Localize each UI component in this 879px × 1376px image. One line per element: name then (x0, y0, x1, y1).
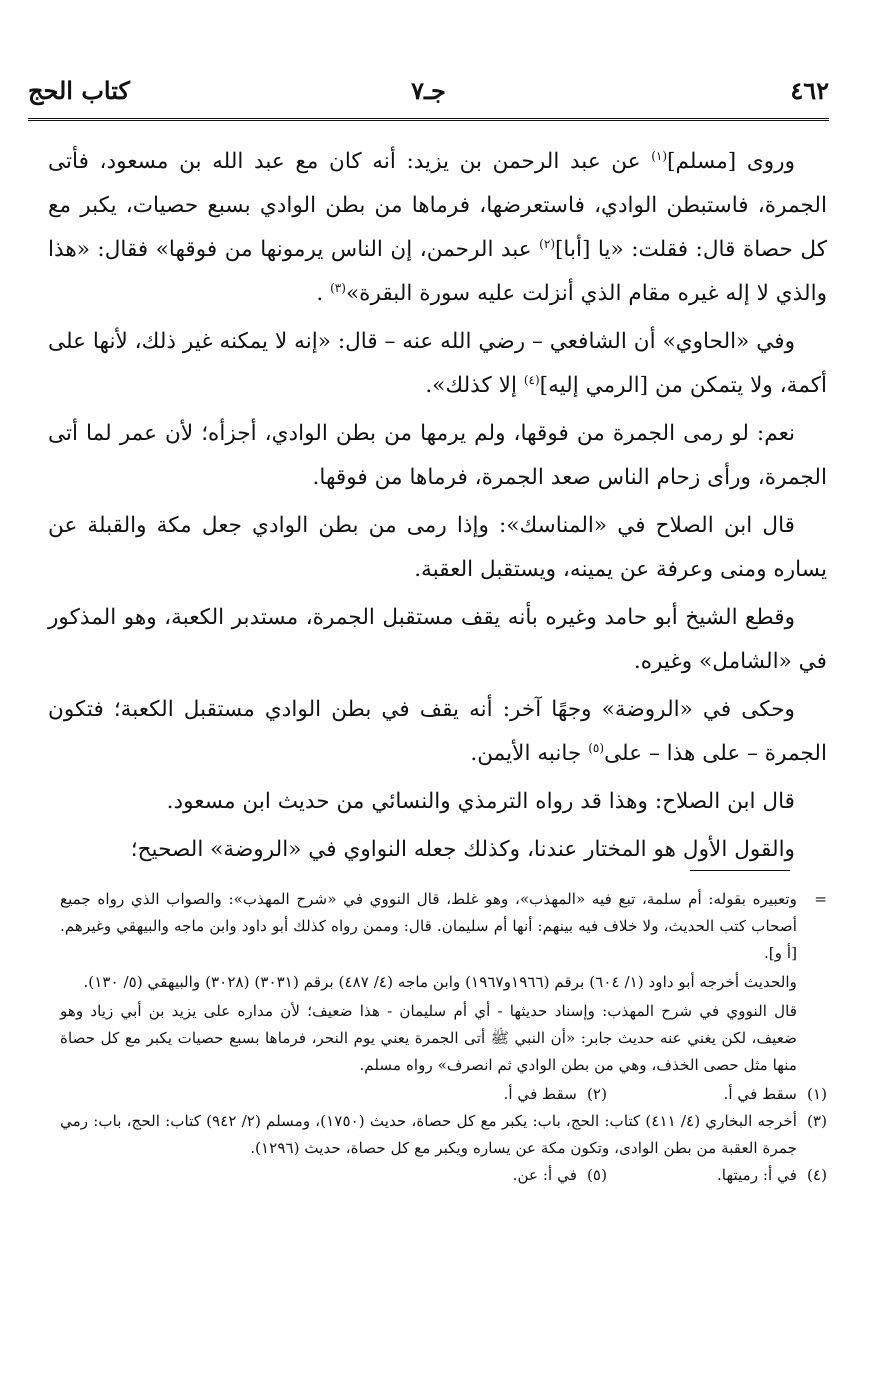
footnotes (60, 886, 827, 1189)
footnote-ref-2: (٢) (539, 236, 555, 251)
footnote-5: (٥) في أ: عن. (512, 1166, 607, 1184)
volume-label: جـ٧ (411, 75, 446, 105)
footnote-ref-4: (٤) (523, 372, 540, 387)
footnote-3: (٣) أخرجه البخاري (٤/ ٤١١) كتاب: الحج، باب: يكبر مع كل حصاة، حديث (١٧٥٠)، ومسلم (٢/ ٩٤٢) كتاب: الحج، باب: رمي جمرة العقبة من بطن الوادى، وتكون مكة عن يساره ويكبر مع كل حصاة، حديث (١٢٩٦). (60, 1112, 827, 1157)
book-title: كتاب الحج (28, 75, 130, 105)
paragraph-1: وروى [مسلم]$^{(١)}$ عن عبد الرحمن بن يزيد: أنه كان مع عبد الله بن مسعود، فأتى الجمرة، فاستبطن الوادي، فاستعرضها، فرماها من بطن الوادي بسبع حصيات، يكبر مع كل حصاة قال: فقلت: «يا [أبا]$^{(٢)}$ عبد الرحمن، إن الناس يرمونها من فوقها» فقال: «هذا والذي لا إله غيره مقام الذي أنزلت عليه سورة البقرة»$^{(٣)}$ . (48, 148, 827, 306)
footnote-ref-3: (٣) (330, 280, 346, 295)
paragraph-7: قال ابن الصلاح: وهذا قد رواه الترمذي والنسائي من حديث ابن مسعود. (166, 789, 795, 814)
footnotes-4-5 (60, 1162, 827, 1189)
footnote-continuation-1: = وتعبيره بقوله: أم سلمة، تبع فيه «المهذب»، وهو غلط، قال النووي في «شرح المهذب»: والصواب الذي رواه جميع أصحاب كتب الحديث، ولا خلاف فيه بينهم: أنها أم سليمان. قال: وممن رواه كذلك أبو داود وابن ماجه والبيهقي وغيرهم. [أ و]. (60, 886, 827, 967)
footnote-2: (٢) سقط في أ. (503, 1085, 607, 1103)
paragraph-2: وفي «الحاوي» أن الشافعي – رضي الله عنه – قال: «إنه لا يمكنه غير ذلك، لأنها على أكمة، ولا يتمكن من [الرمي إليه]$^{(٤)}$ إلا كذلك». (48, 329, 827, 398)
paragraph-5: وقطع الشيخ أبو حامد وغيره بأنه يقف مستقبل الجمرة، مستدبر الكعبة، وهو المذكور في «الشامل» وغيره. (48, 605, 827, 674)
footnote-1: (١) سقط في أ. (723, 1085, 827, 1103)
running-header (28, 70, 829, 110)
header-rule (28, 118, 829, 124)
continuation-mark: = (814, 890, 827, 908)
footnote-separator (690, 870, 790, 871)
paragraph-3: نعم: لو رمى الجمرة من فوقها، ولم يرمها من بطن الوادي، أجزأه؛ لأن عمر لما أتى الجمرة، ورأى زحام الناس صعد الجمرة، فرماها من فوقها. (48, 421, 827, 490)
main-text (48, 140, 827, 876)
footnote-ref-5: (٥) (588, 740, 605, 755)
footnote-ref-1: (١) (651, 148, 668, 163)
paragraph-8: والقول الأول هو المختار عندنا، وكذلك جعله النواوي في «الروضة» الصحيح؛ (130, 837, 795, 862)
footnote-4: (٤) في أ: رميتها. (716, 1166, 827, 1184)
paragraph-6: وحكى في «الروضة» وجهًا آخر: أنه يقف في بطن الوادي مستقبل الكعبة؛ فتكون الجمرة – على هذا – على$^{(٥)}$ جانبه الأيمن. (48, 697, 827, 766)
footnote-continuation-2: والحديث أخرجه أبو داود (١/ ٦٠٤) برقم (١٩٦٦و١٩٦٧) وابن ماجه (٤/ ٤٨٧) برقم (٣٠٣١) (٣٠٢٨) والبيهقي (٥/ ١٣٠). (83, 973, 797, 991)
page-number: ٤٦٢ (790, 75, 829, 105)
footnote-continuation-3: قال النووي في شرح المهذب: وإسناد حديثها - أي أم سليمان - هذا ضعيف؛ لأن مداره على يزيد بن أبي زياد وهو ضعيف، لكن يغني عنه حديث جابر: «أن النبي ﷺ أتى الجمرة يعني يوم النحر، فرماها بسبع حصيات يكبر مع كل حصاة منها مثل حصى الخذف، وهي من بطن الوادي ثم انصرف» رواه مسلم. (60, 1002, 797, 1074)
footnotes-1-2 (60, 1081, 827, 1108)
paragraph-4: قال ابن الصلاح في «المناسك»: وإذا رمى من بطن الوادي جعل مكة والقبلة عن يساره ومنى وعرفة عن يمينه، ويستقبل العقبة. (48, 513, 827, 582)
